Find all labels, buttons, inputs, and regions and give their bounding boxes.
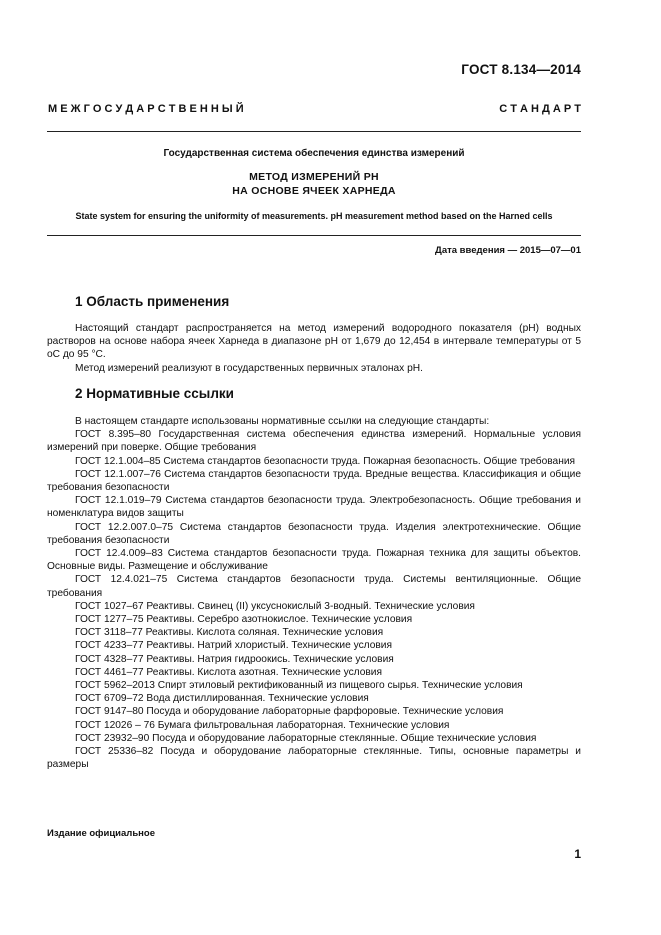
reference-item: ГОСТ 23932–90 Посуда и оборудование лабораторные стеклянные. Общие технические условия (75, 732, 537, 744)
reference-item: ГОСТ 4328–77 Реактивы. Натрия гидроокись. Технические условия (75, 653, 394, 665)
reference-item: ГОСТ 3118–77 Реактивы. Кислота соляная. Технические условия (75, 627, 384, 639)
reference-item: ГОСТ 8.395–80 Государственная система обеспечения единства измерений. Нормальные условия измерений при поверке. Общие требования (47, 429, 581, 454)
section-1-heading: 1 Область применения (75, 294, 230, 309)
section-1-body (47, 322, 581, 375)
interstate-standard-banner (48, 103, 581, 119)
reference-item: ГОСТ 1027–67 Реактивы. Свинец (II) уксуснокислый 3-водный. Технические условия (75, 600, 475, 612)
system-title: Государственная система обеспечения единства измерений (163, 148, 465, 159)
section-2-heading: 2 Нормативные ссылки (75, 386, 234, 401)
reference-item: ГОСТ 12.1.019–79 Система стандартов безопасности труда. Электробезопасность. Общие требования и номенклатура видов защиты (47, 495, 581, 520)
edition-note: Издание официальное (47, 828, 155, 839)
top-divider (47, 131, 581, 132)
title-divider (47, 235, 581, 236)
english-title: State system for ensuring the uniformity of measurements. pH measurement method based on the Harned cells (75, 211, 553, 221)
interstate-word: М Е Ж Г О С У Д А Р С Т В Е Н Н Ы Й (48, 103, 244, 115)
paragraph: Настоящий стандарт распространяется на метод измерений водородного показателя (pH) водных растворов на основе набора ячеек Харнеда в диапазоне pH от 1,679 до 12,454 в интервале температуры от 5 оС до 95 °С. (47, 323, 581, 361)
document-number: ГОСТ 8.134—2014 (461, 62, 581, 77)
standard-word: С Т А Н Д А Р Т (499, 103, 581, 115)
introduction-date: Дата введения — 2015—07—01 (435, 245, 581, 256)
standard-title (47, 170, 581, 198)
reference-item: ГОСТ 1277–75 Реактивы. Серебро азотнокислое. Технические условия (75, 614, 413, 626)
reference-item: ГОСТ 25336–82 Посуда и оборудование лабораторные стеклянные. Типы, основные параметры и размеры (47, 746, 581, 771)
reference-item: ГОСТ 4233–77 Реактивы. Натрий хлористый. Технические условия (75, 640, 393, 652)
reference-item: ГОСТ 12.4.009–83 Система стандартов безопасности труда. Пожарная техника для защиты объектов. Основные виды. Размещение и обслуживание (47, 548, 581, 573)
reference-item: ГОСТ 12.4.021–75 Система стандартов безопасности труда. Системы вентиляционные. Общие требования (47, 574, 581, 599)
title-line-1: МЕТОД ИЗМЕРЕНИЙ РН (249, 171, 379, 183)
section-2-body (47, 415, 581, 771)
reference-item: ГОСТ 6709–72 Вода дистиллированная. Технические условия (75, 693, 369, 705)
paragraph: В настоящем стандарте использованы нормативные ссылки на следующие стандарты: (75, 416, 490, 427)
page-number: 1 (574, 847, 581, 861)
reference-item: ГОСТ 12026 – 76 Бумага фильтровальная лабораторная. Технические условия (75, 719, 450, 731)
reference-item: ГОСТ 5962–2013 Спирт этиловый ректификованный из пищевого сырья. Технические условия (75, 680, 523, 692)
reference-item: ГОСТ 4461–77 Реактивы. Кислота азотная. Технические условия (75, 666, 383, 678)
reference-item: ГОСТ 9147–80 Посуда и оборудование лабораторные фарфоровые. Технические условия (75, 706, 504, 718)
reference-item: ГОСТ 12.1.004–85 Система стандартов безопасности труда. Пожарная безопасность. Общие требования (75, 455, 576, 467)
paragraph: Метод измерений реализуют в государственных первичных эталонах pH. (75, 362, 423, 374)
reference-item: ГОСТ 12.2.007.0–75 Система стандартов безопасности труда. Изделия электротехнические. Общие требования безопасности (47, 521, 581, 546)
reference-item: ГОСТ 12.1.007–76 Система стандартов безопасности труда. Вредные вещества. Классификация и общие требования безопасности (47, 468, 581, 494)
title-line-2: НА ОСНОВЕ ЯЧЕЕК ХАРНЕДА (232, 185, 396, 197)
